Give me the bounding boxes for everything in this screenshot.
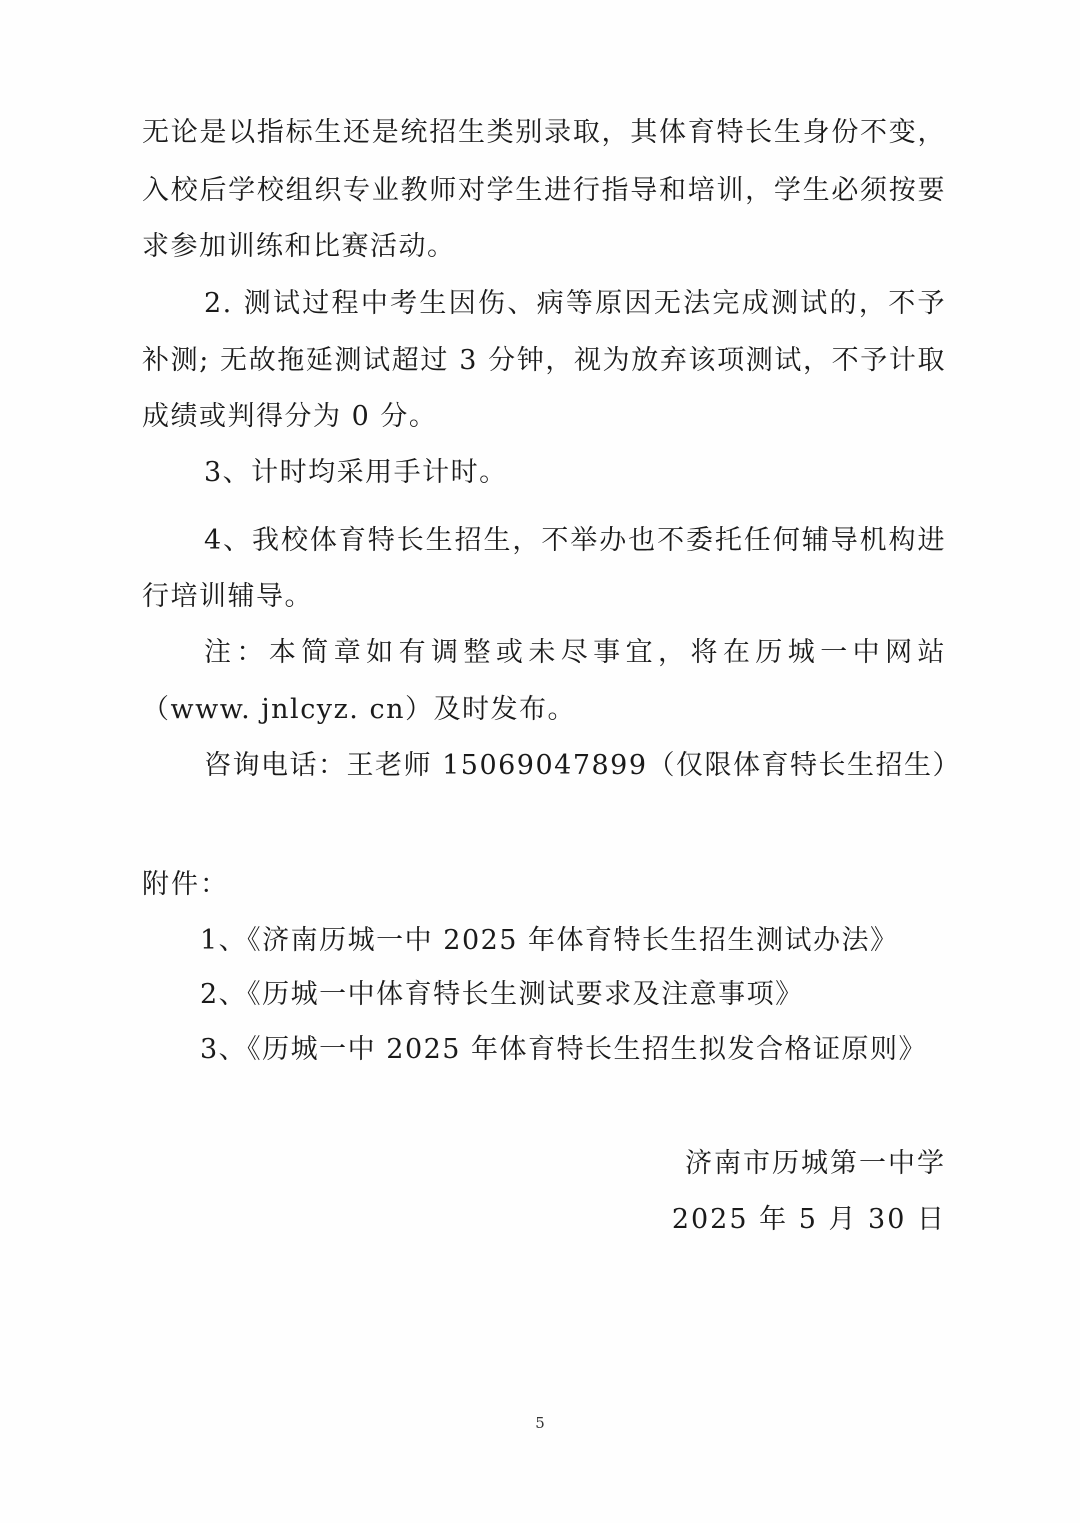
contact-line: 咨询电话：王老师 15069047899（仅限体育特长生招生） [204, 750, 962, 781]
paragraph-line: 无论是以指标生还是统招生类别录取，其体育特长生身份不变， [142, 117, 946, 148]
paragraph-line: 行培训辅导。 [142, 581, 313, 612]
signature-date: 2025 年 5 月 30 日 [671, 1204, 946, 1235]
note-url-line: （www. jnlcyz. cn）及时发布。 [142, 694, 576, 725]
paragraph-line: 3、计时均采用手计时。 [204, 457, 508, 488]
paragraph-line: 补测; 无故拖延测试超过 3 分钟，视为放弃该项测试，不予计取 [142, 345, 946, 376]
attachment-item: 1、《济南历城一中 2025 年体育特长生招生测试办法》 [200, 925, 899, 956]
paragraph-line: 成绩或判得分为 0 分。 [142, 401, 438, 432]
note-line: 注：本简章如有调整或未尽事宜，将在历城一中网站 [204, 637, 946, 668]
signature-organization: 济南市历城第一中学 [685, 1148, 946, 1179]
attachments-title: 附件： [142, 869, 229, 900]
attachment-item: 2、《历城一中体育特长生测试要求及注意事项》 [200, 979, 804, 1010]
paragraph-line: 入校后学校组织专业教师对学生进行指导和培训，学生必须按要 [142, 175, 946, 206]
paragraph-line: 求参加训练和比赛活动。 [142, 231, 456, 262]
page-number: 5 [535, 1414, 545, 1432]
paragraph-line: 2. 测试过程中考生因伤、病等原因无法完成测试的，不予 [204, 288, 946, 319]
attachment-item: 3、《历城一中 2025 年体育特长生招生拟发合格证原则》 [200, 1034, 928, 1065]
paragraph-line: 4、我校体育特长生招生，不举办也不委托任何辅导机构进 [204, 525, 946, 556]
